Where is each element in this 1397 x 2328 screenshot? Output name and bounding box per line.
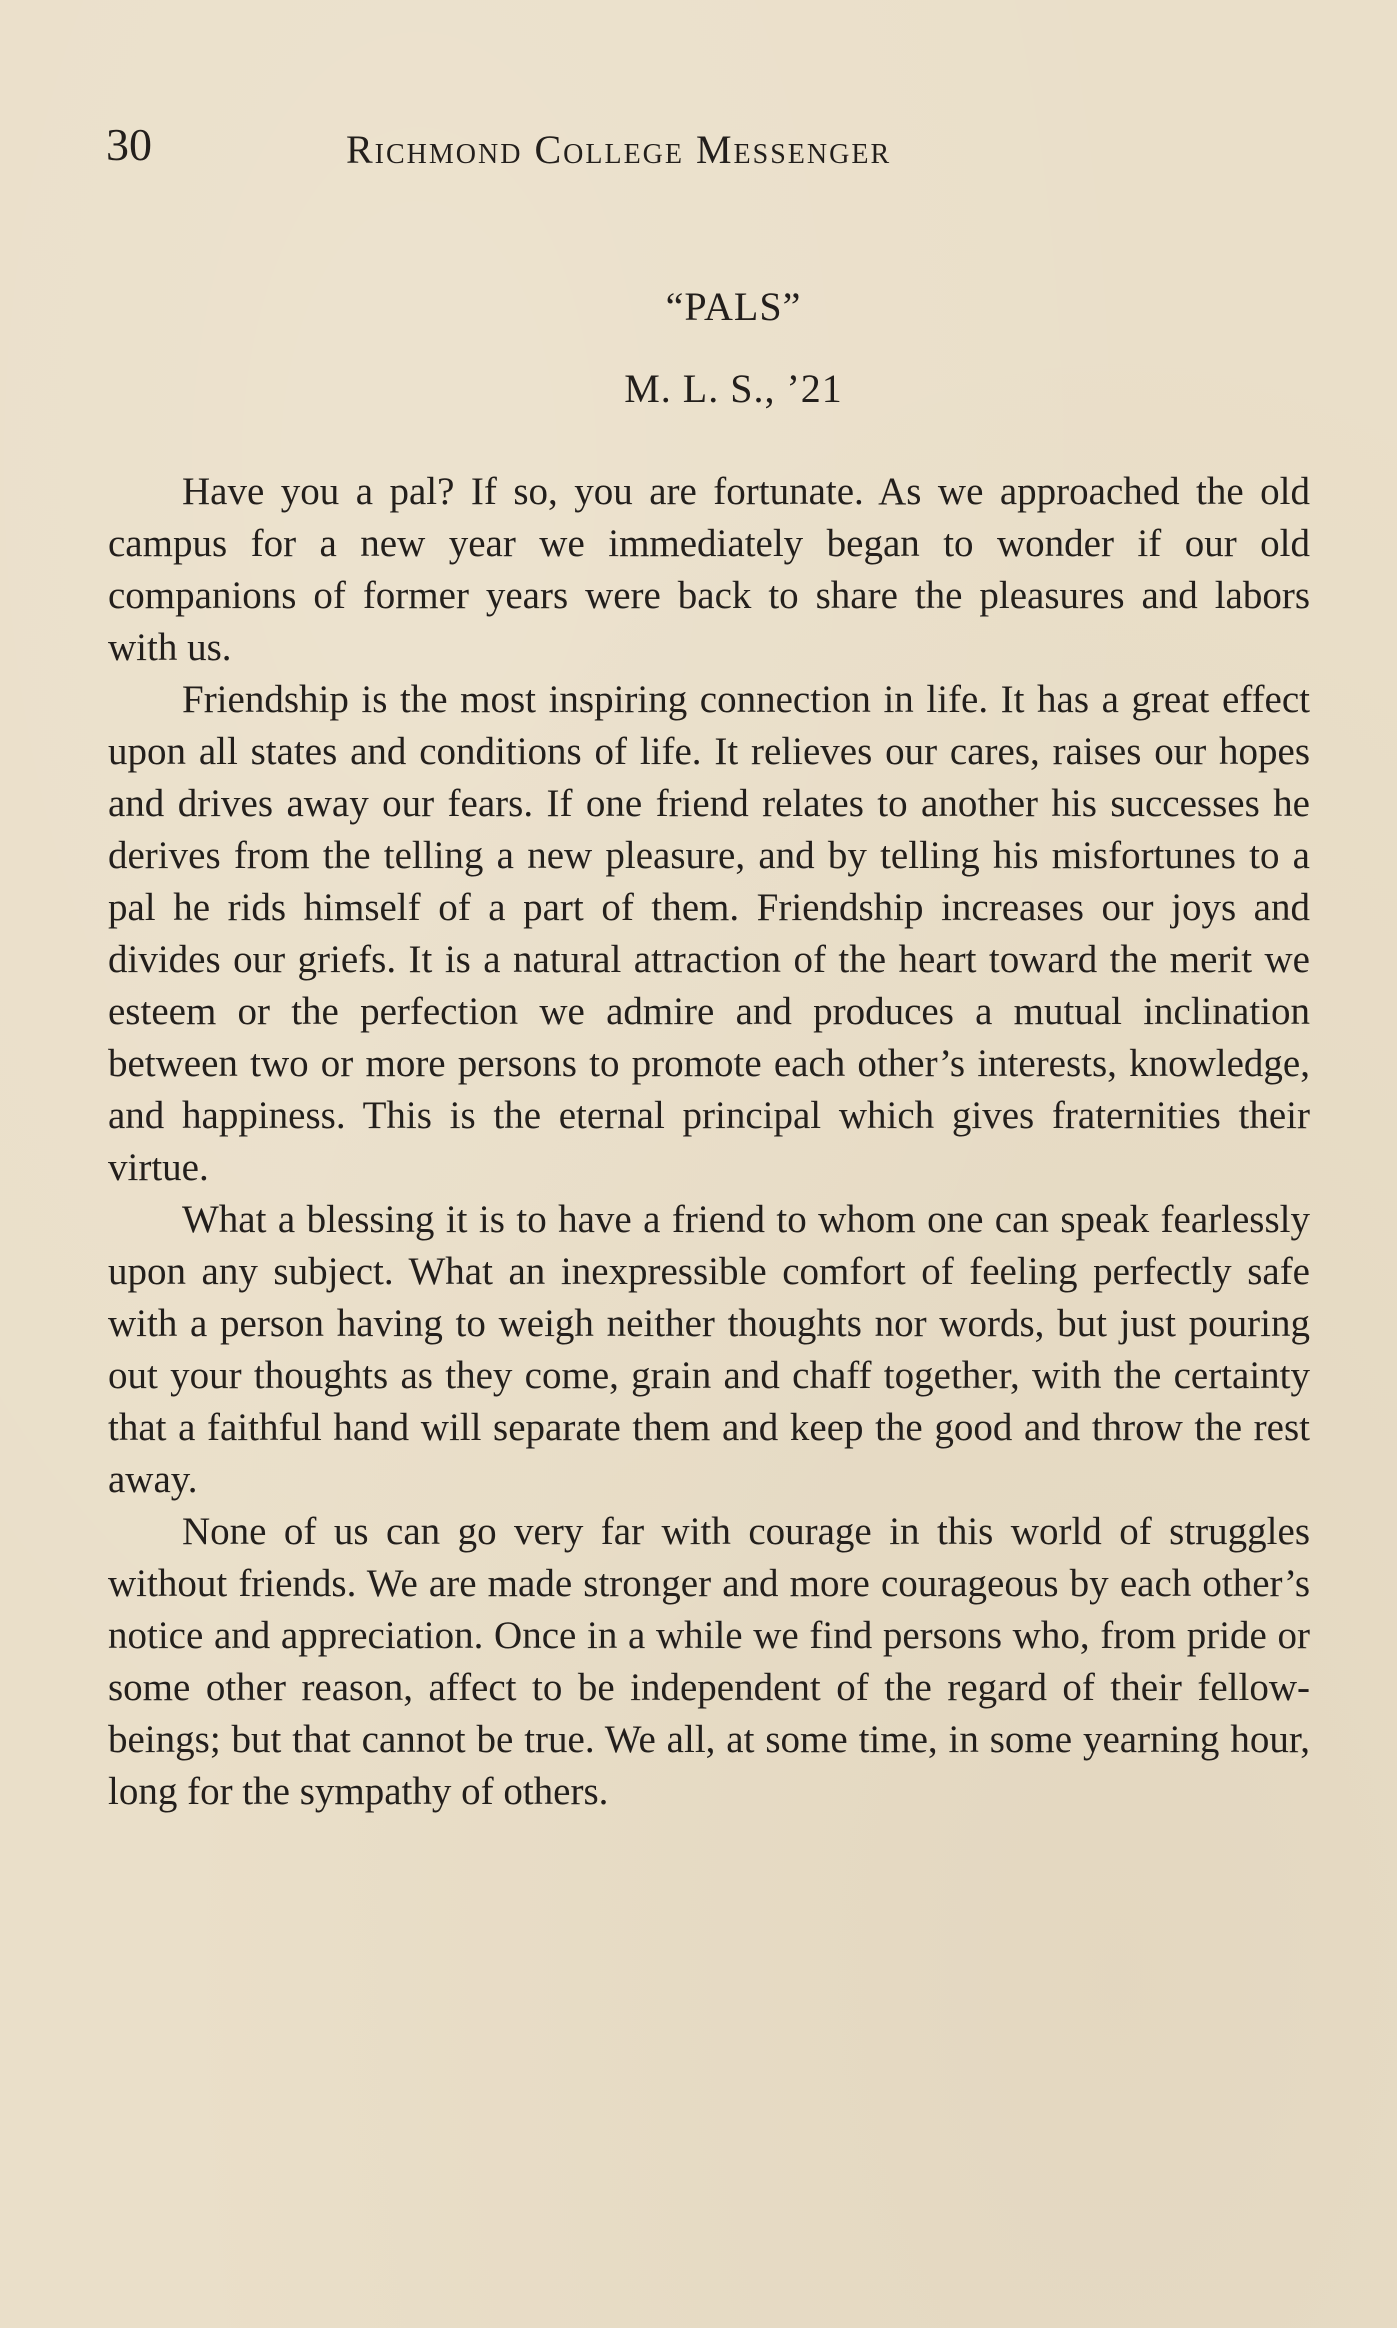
article-paragraph: What a blessing it is to have a friend to whom one can speak fearlessly upon any subject. What an inexpressible comfort of feeling perfectly safe with a person having to weigh neither thoughts nor words, but just pouring out your thoughts as they come, grain and chaff together, with the certainty that a faithful hand will separate them and keep the good and throw the rest away.	[108, 1198, 1310, 1501]
article-paragraph: Friendship is the most inspiring connection in life. It has a great effect upon all states and conditions of life. It relieves our cares, raises our hopes and drives away our fears. If one friend relates to another his successes he derives from the telling a new pleasure, and by telling his misfortunes to a pal he rids himself of a part of them. Friendship increases our joys and divides our griefs. It is a natural attraction of the heart toward the merit we esteem or the perfection we admire and produces a mutual inclination between two or more persons to promote each other’s interests, knowledge, and happiness. This is the eternal principal which gives fraternities their virtue.	[108, 678, 1310, 1189]
page-header	[106, 119, 1316, 182]
running-head: Richmond College Messenger	[346, 127, 892, 172]
article-byline: M. L. S., ’21	[624, 366, 843, 411]
article-title: “PALS”	[665, 284, 802, 329]
article-paragraph: None of us can go very far with courage in this world of struggles without friends. We are made stronger and more courageous by each other’s notice and appreciation. Once in a while we find persons who, from pride or some other reason, affect to be independent of the regard of their fellow-beings; but that cannot be true. We all, at some time, in some yearning hour, long for the sympathy of others.	[108, 1510, 1310, 1813]
article-body	[108, 466, 1310, 1818]
page-number: 30	[106, 119, 152, 170]
article-paragraph: Have you a pal? If so, you are fortunate. As we approached the old campus for a new year we immediately began to wonder if our old companions of former years were back to share the pleasures and labors with us.	[108, 470, 1310, 669]
